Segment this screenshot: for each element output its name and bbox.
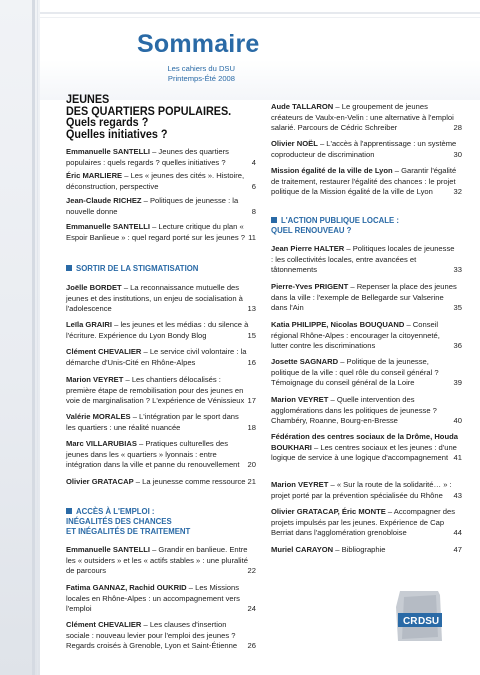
page-number: 17: [247, 396, 256, 405]
toc-entry[interactable]: Olivier GRATACAP, Éric MONTE – Accompagner des projets impulsés par les jeunes. Expérience de Cap Berriat dans l'agglomération grenobloise 44: [271, 507, 462, 537]
page-number: 18: [247, 422, 256, 432]
section-heading-stigmatisation: SORTIR DE LA STIGMATISATION: [66, 264, 198, 274]
page-number: 39: [453, 378, 462, 387]
dossier-title-line: DES QUARTIERS POPULAIRES.: [66, 105, 232, 118]
toc-entry[interactable]: Pierre-Yves PRIGENT – Repenser la place des jeunes dans la ville : l'exemple de Bellegarde sur Valserine dans l'Ain 35: [271, 282, 462, 312]
toc-entry[interactable]: Éric MARLIERE – Les « jeunes des cités ». Histoire, déconstruction, perspective 6: [66, 171, 256, 191]
section-heading-emploi: ACCÈS À L'EMPLOI : INÉGALITÉS DES CHANCES ET INÉGALITÉS DE TRAITEMENT: [66, 507, 191, 536]
page-number: 36: [453, 341, 462, 350]
toc-entry[interactable]: Jean Pierre HALTER – Politiques locales de jeunesse : les collectivités locales, entre avancées et tâtonnements 33: [271, 244, 462, 274]
page-number: 21: [247, 477, 256, 486]
cr-dsu-logo: [394, 587, 444, 645]
section-square-icon: [66, 265, 72, 271]
page-number: 43: [453, 490, 462, 500]
toc-entry[interactable]: Marion VEYRET – « Sur la route de la solidarité… » : projet porté par la prévention spécialisée du Rhône 43: [271, 480, 462, 500]
page-title: Sommaire: [137, 30, 260, 58]
page-number: 6: [251, 181, 256, 191]
page-number: 22: [247, 566, 256, 575]
toc-entry[interactable]: Josette SAGNARD – Politique de la jeunesse, politique de la ville : quel rôle du conseil général ? Témoignage du conseil général de la Loire 39: [271, 357, 462, 387]
toc-entry[interactable]: Emmanuelle SANTELLI – Lecture critique du plan « Espoir Banlieue » : quel regard porté sur les jeunes ? 11: [66, 222, 256, 242]
toc-entry[interactable]: Jean-Claude RICHEZ – Politiques de jeunesse : la nouvelle donne 8: [66, 196, 256, 216]
toc-entry[interactable]: Olivier GRATACAP – La jeunesse comme ressource 21: [66, 477, 256, 486]
toc-entry[interactable]: Marion VEYRET – Les chantiers délocalisés : première étape de remobilisation pour des jeunes en voie de marginalisation ? L'expérience de Vénissieux 17: [66, 375, 256, 405]
page-number: 30: [453, 149, 462, 159]
page-number: 35: [453, 303, 462, 312]
toc-entry[interactable]: Marion VEYRET – Quelle intervention des agglomérations dans les politiques de jeunesse ? Chambéry, Roanne, Bourg-en-Bresse 40: [271, 395, 462, 425]
left-decorative-band: [0, 0, 40, 675]
dossier-title: [66, 95, 254, 141]
toc-entry[interactable]: Valérie MORALES – L'intégration par le sport dans les quartiers : une réalité nuancée 18: [66, 412, 256, 432]
subtitle-publication: Les cahiers du DSU: [167, 64, 235, 73]
page-number: 28: [453, 123, 462, 132]
svg-text:CR: CR: [403, 616, 418, 627]
section-square-icon: [271, 217, 277, 223]
dossier-title-line: JEUNES: [66, 94, 110, 106]
section-heading-action-publique: L'ACTION PUBLIQUE LOCALE : QUEL RENOUVEAU ?: [271, 216, 399, 235]
page-number: 41: [453, 453, 462, 462]
publication-subtitle: [167, 64, 235, 84]
page-number: 11: [248, 232, 256, 242]
page-number: 32: [453, 187, 462, 196]
toc-entry[interactable]: Marc VILLARUBIAS – Pratiques culturelles des jeunes dans les « quartiers » lyonnais : entre intégration dans la ville et panne du renouvellement 20: [66, 439, 256, 469]
page-number: 15: [247, 330, 256, 340]
toc-entry[interactable]: Emmanuelle SANTELLI – Grandir en banlieue. Entre les « outsiders » et les « actifs stables » : une pluralité de parcours 22: [66, 545, 256, 575]
page-number: 20: [247, 460, 256, 469]
page-number: 13: [247, 304, 256, 313]
page-number: 24: [247, 604, 256, 613]
toc-entry[interactable]: Fédération des centres sociaux de la Drôme, Houda BOUKHARI – Les centres sociaux et les jeunes : d'une logique de service à une logique d'accompagnement 41: [271, 432, 462, 462]
toc-entry[interactable]: Olivier NOËL – L'accès à l'apprentissage : un système coproducteur de discrimination 30: [271, 139, 462, 159]
toc-entry[interactable]: Leïla GRAIRI – les jeunes et les médias : du silence à l'écriture. Expérience du Lyon Bondy Blog 15: [66, 320, 256, 340]
subtitle-issue: Printemps-Été 2008: [167, 74, 235, 83]
toc-entry[interactable]: Muriel CARAYON – Bibliographie 47: [271, 545, 462, 554]
page-number: 33: [453, 265, 462, 274]
toc-entry[interactable]: Clément CHEVALIER – Les clauses d'insertion sociale : nouveau levier pour l'emploi des jeunes ? Regards croisés à Grenoble, Lyon et Saint-Étienne 26: [66, 620, 256, 650]
toc-entry[interactable]: Fatima GANNAZ, Rachid OUKRID – Les Missions locales en Rhône-Alpes : un accompagnement vers l'emploi 24: [66, 583, 256, 613]
dossier-title-line: Quelles initiatives ?: [66, 128, 168, 141]
toc-entry[interactable]: Aude TALLARON – Le groupement de jeunes créateurs de Vaulx-en-Velin : une alternative à l'emploi salarié. Parcours de Cédric Schreiber 28: [271, 102, 462, 132]
svg-text:DSU: DSU: [418, 616, 440, 627]
toc-entry[interactable]: Joëlle BORDET – La reconnaissance mutuelle des jeunes et des institutions, un enjeu de socialisation à l'adolescence 13: [66, 283, 256, 313]
toc-entry[interactable]: Mission égalité de la ville de Lyon – Garantir l'égalité de traitement, restaurer l'égalité des chances : le projet politique de la Mission égalité de la ville de Lyon 32: [271, 166, 462, 196]
page-number: 16: [247, 357, 256, 367]
header-decorative-band: [40, 0, 480, 100]
section-square-icon: [66, 508, 72, 514]
toc-entry[interactable]: Katia PHILIPPE, Nicolas BOUQUAND – Conseil régional Rhône-Alpes : encourager la citoyenneté, lutter contre les discriminations 36: [271, 320, 462, 350]
page-number: 44: [453, 528, 462, 537]
page-number: 40: [453, 416, 462, 425]
page-number: 26: [247, 641, 256, 650]
toc-entry[interactable]: Clément CHEVALIER – Le service civil volontaire : la démarche d'Unis-Cité en Rhône-Alpes 16: [66, 347, 256, 367]
page-number: 47: [453, 545, 462, 554]
page-number: 8: [251, 206, 256, 216]
toc-entry[interactable]: Emmanuelle SANTELLI – Jeunes des quartiers populaires : quels regards ? quelles initiatives ? 4: [66, 147, 256, 167]
dossier-title-line: Quels regards ?: [66, 117, 149, 129]
page-number: 4: [251, 157, 256, 167]
